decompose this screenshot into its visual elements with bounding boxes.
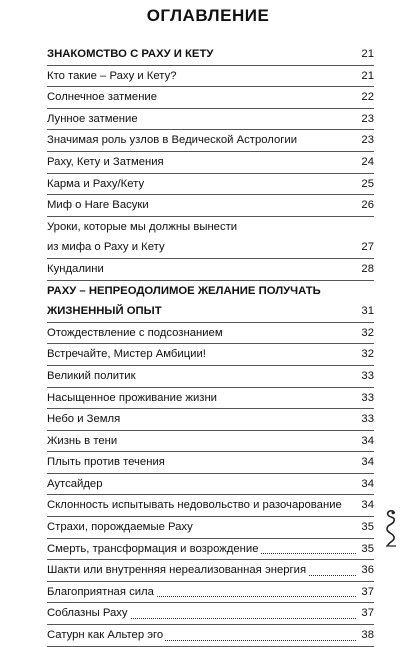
toc-entry[interactable] bbox=[47, 130, 374, 151]
toc-entry[interactable] bbox=[47, 344, 374, 365]
toc-entry[interactable] bbox=[47, 323, 374, 344]
toc-entry-title: Насыщенное проживание жизни bbox=[47, 391, 217, 404]
toc-entry-title: Отождествление с подсознанием bbox=[47, 326, 223, 339]
toc-entry-page: 22 bbox=[361, 91, 374, 104]
toc-entry[interactable] bbox=[47, 388, 374, 409]
toc-entry-title: Аутсайдер bbox=[47, 477, 103, 490]
toc-entry[interactable] bbox=[47, 409, 374, 430]
toc-entry-page: 34 bbox=[361, 434, 374, 447]
toc-entry-title: Уроки, которые мы должны вынести bbox=[47, 220, 238, 233]
toc-entry-title: Соблазны Раху bbox=[47, 607, 128, 620]
toc-entry-title: Плыть против течения bbox=[47, 456, 165, 469]
toc-entry-title: Миф о Наге Васуки bbox=[47, 199, 149, 212]
toc-entry-title: Кто такие – Раху и Кету? bbox=[47, 69, 177, 82]
toc-entry-page: 37 bbox=[361, 585, 374, 598]
toc-entry-page: 25 bbox=[361, 177, 374, 190]
toc-entry[interactable] bbox=[47, 582, 374, 603]
toc-entry-title: Значимая роль узлов в Ведической Астрологии bbox=[47, 134, 298, 147]
toc-entry-title: Страхи, порождаемые Раху bbox=[47, 521, 193, 534]
toc-entry-title: Лунное затмение bbox=[47, 112, 138, 125]
toc-entry[interactable] bbox=[47, 152, 374, 173]
toc-entry-page: 33 bbox=[361, 413, 374, 426]
toc-entry-page: 31 bbox=[361, 305, 374, 318]
toc-entry-title: Карма и Раху/Кету bbox=[47, 177, 145, 190]
toc-entry-page: 34 bbox=[361, 499, 374, 512]
toc-entry-page: 37 bbox=[361, 607, 374, 620]
toc-entry-page: 27 bbox=[361, 241, 374, 254]
toc-entry-page: 38 bbox=[361, 629, 374, 642]
toc-entry-title: из мифа о Раху и Кету bbox=[47, 241, 165, 254]
toc-entry[interactable] bbox=[47, 259, 374, 280]
toc-entry-page: 35 bbox=[361, 542, 374, 555]
toc-entry[interactable] bbox=[47, 87, 374, 108]
toc-entry[interactable] bbox=[47, 474, 374, 495]
toc-entry-page: 24 bbox=[361, 155, 374, 168]
page-title: ОГЛАВЛЕНИЕ bbox=[146, 6, 270, 25]
toc-entry-page: 35 bbox=[361, 521, 374, 534]
toc-entry[interactable] bbox=[47, 625, 374, 646]
toc-entry[interactable] bbox=[47, 174, 374, 195]
toc-entry[interactable] bbox=[47, 66, 374, 87]
toc-entry-page: 34 bbox=[361, 456, 374, 469]
toc-entry-title: Солнечное затмение bbox=[47, 91, 158, 104]
toc-entry[interactable] bbox=[47, 560, 374, 581]
toc-entry[interactable] bbox=[47, 44, 374, 65]
toc-entry[interactable] bbox=[47, 452, 374, 473]
toc-entry-page: 21 bbox=[361, 48, 374, 60]
toc-entry-title: Великий политик bbox=[47, 369, 136, 382]
toc-entry-title: РАХУ – НЕПРЕОДОЛИМОЕ ЖЕЛАНИЕ ПОЛУЧАТЬ bbox=[47, 284, 321, 297]
toc-entry-title: Шакти или внутренняя нереализованная энергия bbox=[47, 564, 307, 577]
toc-entry-title: ЗНАКОМСТВО С РАХУ И КЕТУ bbox=[47, 48, 214, 60]
toc-entry-title: Сатурн как Альтер эго bbox=[47, 629, 164, 642]
toc-entry[interactable] bbox=[47, 366, 374, 387]
toc-entry[interactable] bbox=[47, 495, 374, 516]
toc-entry[interactable] bbox=[47, 517, 374, 538]
toc-entry[interactable] bbox=[47, 237, 374, 258]
toc-entry-title: Склонность испытывать недовольство и разочарование bbox=[47, 499, 342, 512]
toc-entry-page: 32 bbox=[361, 326, 374, 339]
toc-entry[interactable] bbox=[47, 281, 374, 302]
toc-entry-page: 21 bbox=[361, 69, 374, 82]
toc-entry-page: 32 bbox=[361, 348, 374, 361]
toc-entry-title: Жизнь в тени bbox=[47, 434, 118, 447]
toc-entry[interactable] bbox=[47, 603, 374, 624]
toc-entry[interactable] bbox=[47, 217, 374, 238]
toc-entry-page: 26 bbox=[361, 199, 374, 212]
toc-entry-page: 33 bbox=[361, 391, 374, 404]
row-divider bbox=[47, 646, 374, 647]
toc-entry[interactable] bbox=[47, 109, 374, 130]
serpent-logo-icon bbox=[380, 508, 402, 548]
toc-entry-title: Встречайте, Мистер Амбиции! bbox=[47, 348, 206, 361]
toc-entry-title: Небо и Земля bbox=[47, 413, 121, 426]
toc-entry-page: 36 bbox=[361, 564, 374, 577]
toc-entry-title: ЖИЗНЕННЫЙ ОПЫТ bbox=[47, 305, 162, 318]
toc-entry[interactable] bbox=[47, 539, 374, 560]
toc-entry[interactable] bbox=[47, 301, 374, 322]
toc-entry-page: 28 bbox=[361, 262, 374, 275]
toc-entry[interactable] bbox=[47, 195, 374, 216]
toc-entry-title: Смерть, трансформация и возрождение bbox=[47, 542, 259, 555]
toc-entry-page: 23 bbox=[361, 112, 374, 125]
toc-entry-page: 23 bbox=[361, 134, 374, 147]
toc-entry-page: 33 bbox=[361, 369, 374, 382]
toc-entry-page: 34 bbox=[361, 477, 374, 490]
toc-entry-title: Благоприятная сила bbox=[47, 585, 154, 598]
toc-entry[interactable] bbox=[47, 431, 374, 452]
toc-entry-title: Кундалини bbox=[47, 262, 104, 275]
table-of-contents bbox=[47, 44, 374, 647]
toc-entry-title: Раху, Кету и Затмения bbox=[47, 155, 164, 168]
